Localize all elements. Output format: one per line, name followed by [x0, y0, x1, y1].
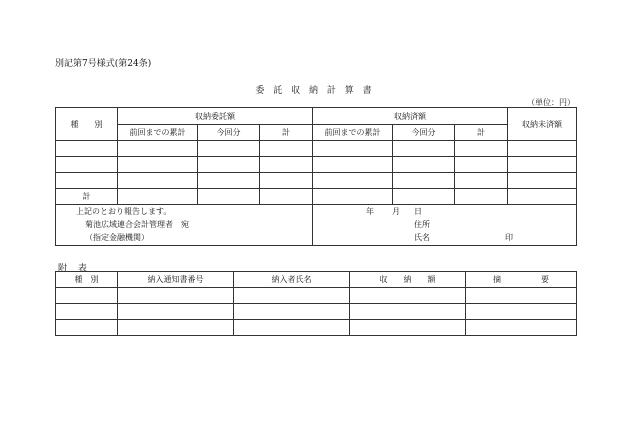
table-cell[interactable]	[56, 320, 118, 336]
table-cell[interactable]	[393, 189, 455, 205]
subheader-row	[56, 125, 577, 141]
report-statement: 上記のとおり報告します。	[76, 207, 172, 216]
name-label: 氏名	[414, 233, 431, 242]
unit-label: （単位：円）	[527, 98, 575, 107]
collected-total-header: 計	[455, 125, 508, 141]
commission-calculation-table	[55, 107, 577, 246]
table-cell[interactable]	[118, 304, 234, 320]
table-cell[interactable]	[455, 173, 508, 189]
year-label: 年	[366, 207, 375, 216]
commissioned-current-header: 今回分	[198, 125, 260, 141]
table-cell[interactable]	[466, 320, 577, 336]
designated-bank: （指定金融機関）	[85, 233, 149, 242]
annex-payer-name-header: 納入者氏名	[234, 272, 350, 288]
table-cell[interactable]	[466, 288, 577, 304]
table-cell[interactable]	[313, 173, 393, 189]
commissioned-previous-header: 前回までの累計	[118, 125, 198, 141]
table-cell[interactable]	[350, 304, 466, 320]
seal-mark: 印	[505, 233, 514, 242]
table-cell[interactable]	[56, 173, 118, 189]
table-cell[interactable]	[508, 141, 577, 157]
annex-table	[55, 271, 577, 336]
table-cell[interactable]	[313, 157, 393, 173]
table-cell[interactable]	[118, 157, 198, 173]
table-row	[56, 304, 577, 320]
table-cell[interactable]	[393, 141, 455, 157]
table-cell[interactable]	[234, 304, 350, 320]
day-label: 日	[414, 207, 423, 216]
table-cell[interactable]	[118, 320, 234, 336]
table-row	[56, 288, 577, 304]
table-cell[interactable]	[455, 157, 508, 173]
collected-previous-header: 前回までの累計	[313, 125, 393, 141]
table-cell[interactable]	[118, 189, 198, 205]
total-row	[56, 189, 577, 205]
annex-category-header: 種 別	[56, 272, 118, 288]
annex-summary-header: 摘 要	[466, 272, 577, 288]
table-cell[interactable]	[260, 189, 313, 205]
table-row	[56, 141, 577, 157]
collected-current-header: 今回分	[393, 125, 455, 141]
uncollected-amount-header: 収納未済額	[508, 108, 577, 141]
table-cell[interactable]	[350, 288, 466, 304]
table-cell[interactable]	[455, 141, 508, 157]
table-cell[interactable]	[198, 189, 260, 205]
table-cell[interactable]	[455, 189, 508, 205]
table-cell[interactable]	[508, 157, 577, 173]
commissioned-amount-header: 収納委託額	[118, 108, 313, 125]
document-title: 委 託 収 納 計 算 書	[255, 86, 375, 96]
category-header: 種 別	[56, 108, 118, 141]
annex-notice-number-header: 納入通知書番号	[118, 272, 234, 288]
addressee: 菊池広域連合会計管理者 宛	[85, 220, 189, 229]
commissioned-total-header: 計	[260, 125, 313, 141]
table-cell[interactable]	[260, 173, 313, 189]
table-cell[interactable]	[118, 288, 234, 304]
report-statement-cell	[56, 205, 313, 246]
table-cell[interactable]	[393, 157, 455, 173]
table-cell[interactable]	[350, 320, 466, 336]
table-cell[interactable]	[234, 288, 350, 304]
header-row	[56, 108, 577, 125]
report-row	[56, 205, 577, 246]
table-cell[interactable]	[234, 320, 350, 336]
table-cell[interactable]	[393, 173, 455, 189]
table-cell[interactable]	[118, 141, 198, 157]
table-cell[interactable]	[508, 173, 577, 189]
table-row	[56, 173, 577, 189]
table-cell[interactable]	[198, 173, 260, 189]
table-cell[interactable]	[260, 141, 313, 157]
annex-amount-header: 収 納 額	[350, 272, 466, 288]
table-cell[interactable]	[198, 141, 260, 157]
table-row	[56, 157, 577, 173]
table-cell[interactable]	[56, 304, 118, 320]
table-cell[interactable]	[313, 189, 393, 205]
table-cell[interactable]	[466, 304, 577, 320]
table-cell[interactable]	[56, 288, 118, 304]
table-cell[interactable]	[313, 141, 393, 157]
table-row	[56, 320, 577, 336]
table-cell[interactable]	[56, 157, 118, 173]
table-cell[interactable]	[260, 157, 313, 173]
month-label: 月	[392, 207, 401, 216]
signature-cell	[313, 205, 577, 246]
table-cell[interactable]	[118, 173, 198, 189]
table-cell[interactable]	[56, 141, 118, 157]
table-cell[interactable]	[198, 157, 260, 173]
collected-amount-header: 収納済額	[313, 108, 508, 125]
annex-title: 附 表	[58, 264, 91, 274]
total-row-label: 計	[56, 189, 118, 205]
form-number: 別記第7号様式(第24条)	[55, 59, 152, 69]
table-cell[interactable]	[508, 189, 577, 205]
address-label: 住所	[414, 220, 431, 229]
annex-header-row	[56, 272, 577, 288]
